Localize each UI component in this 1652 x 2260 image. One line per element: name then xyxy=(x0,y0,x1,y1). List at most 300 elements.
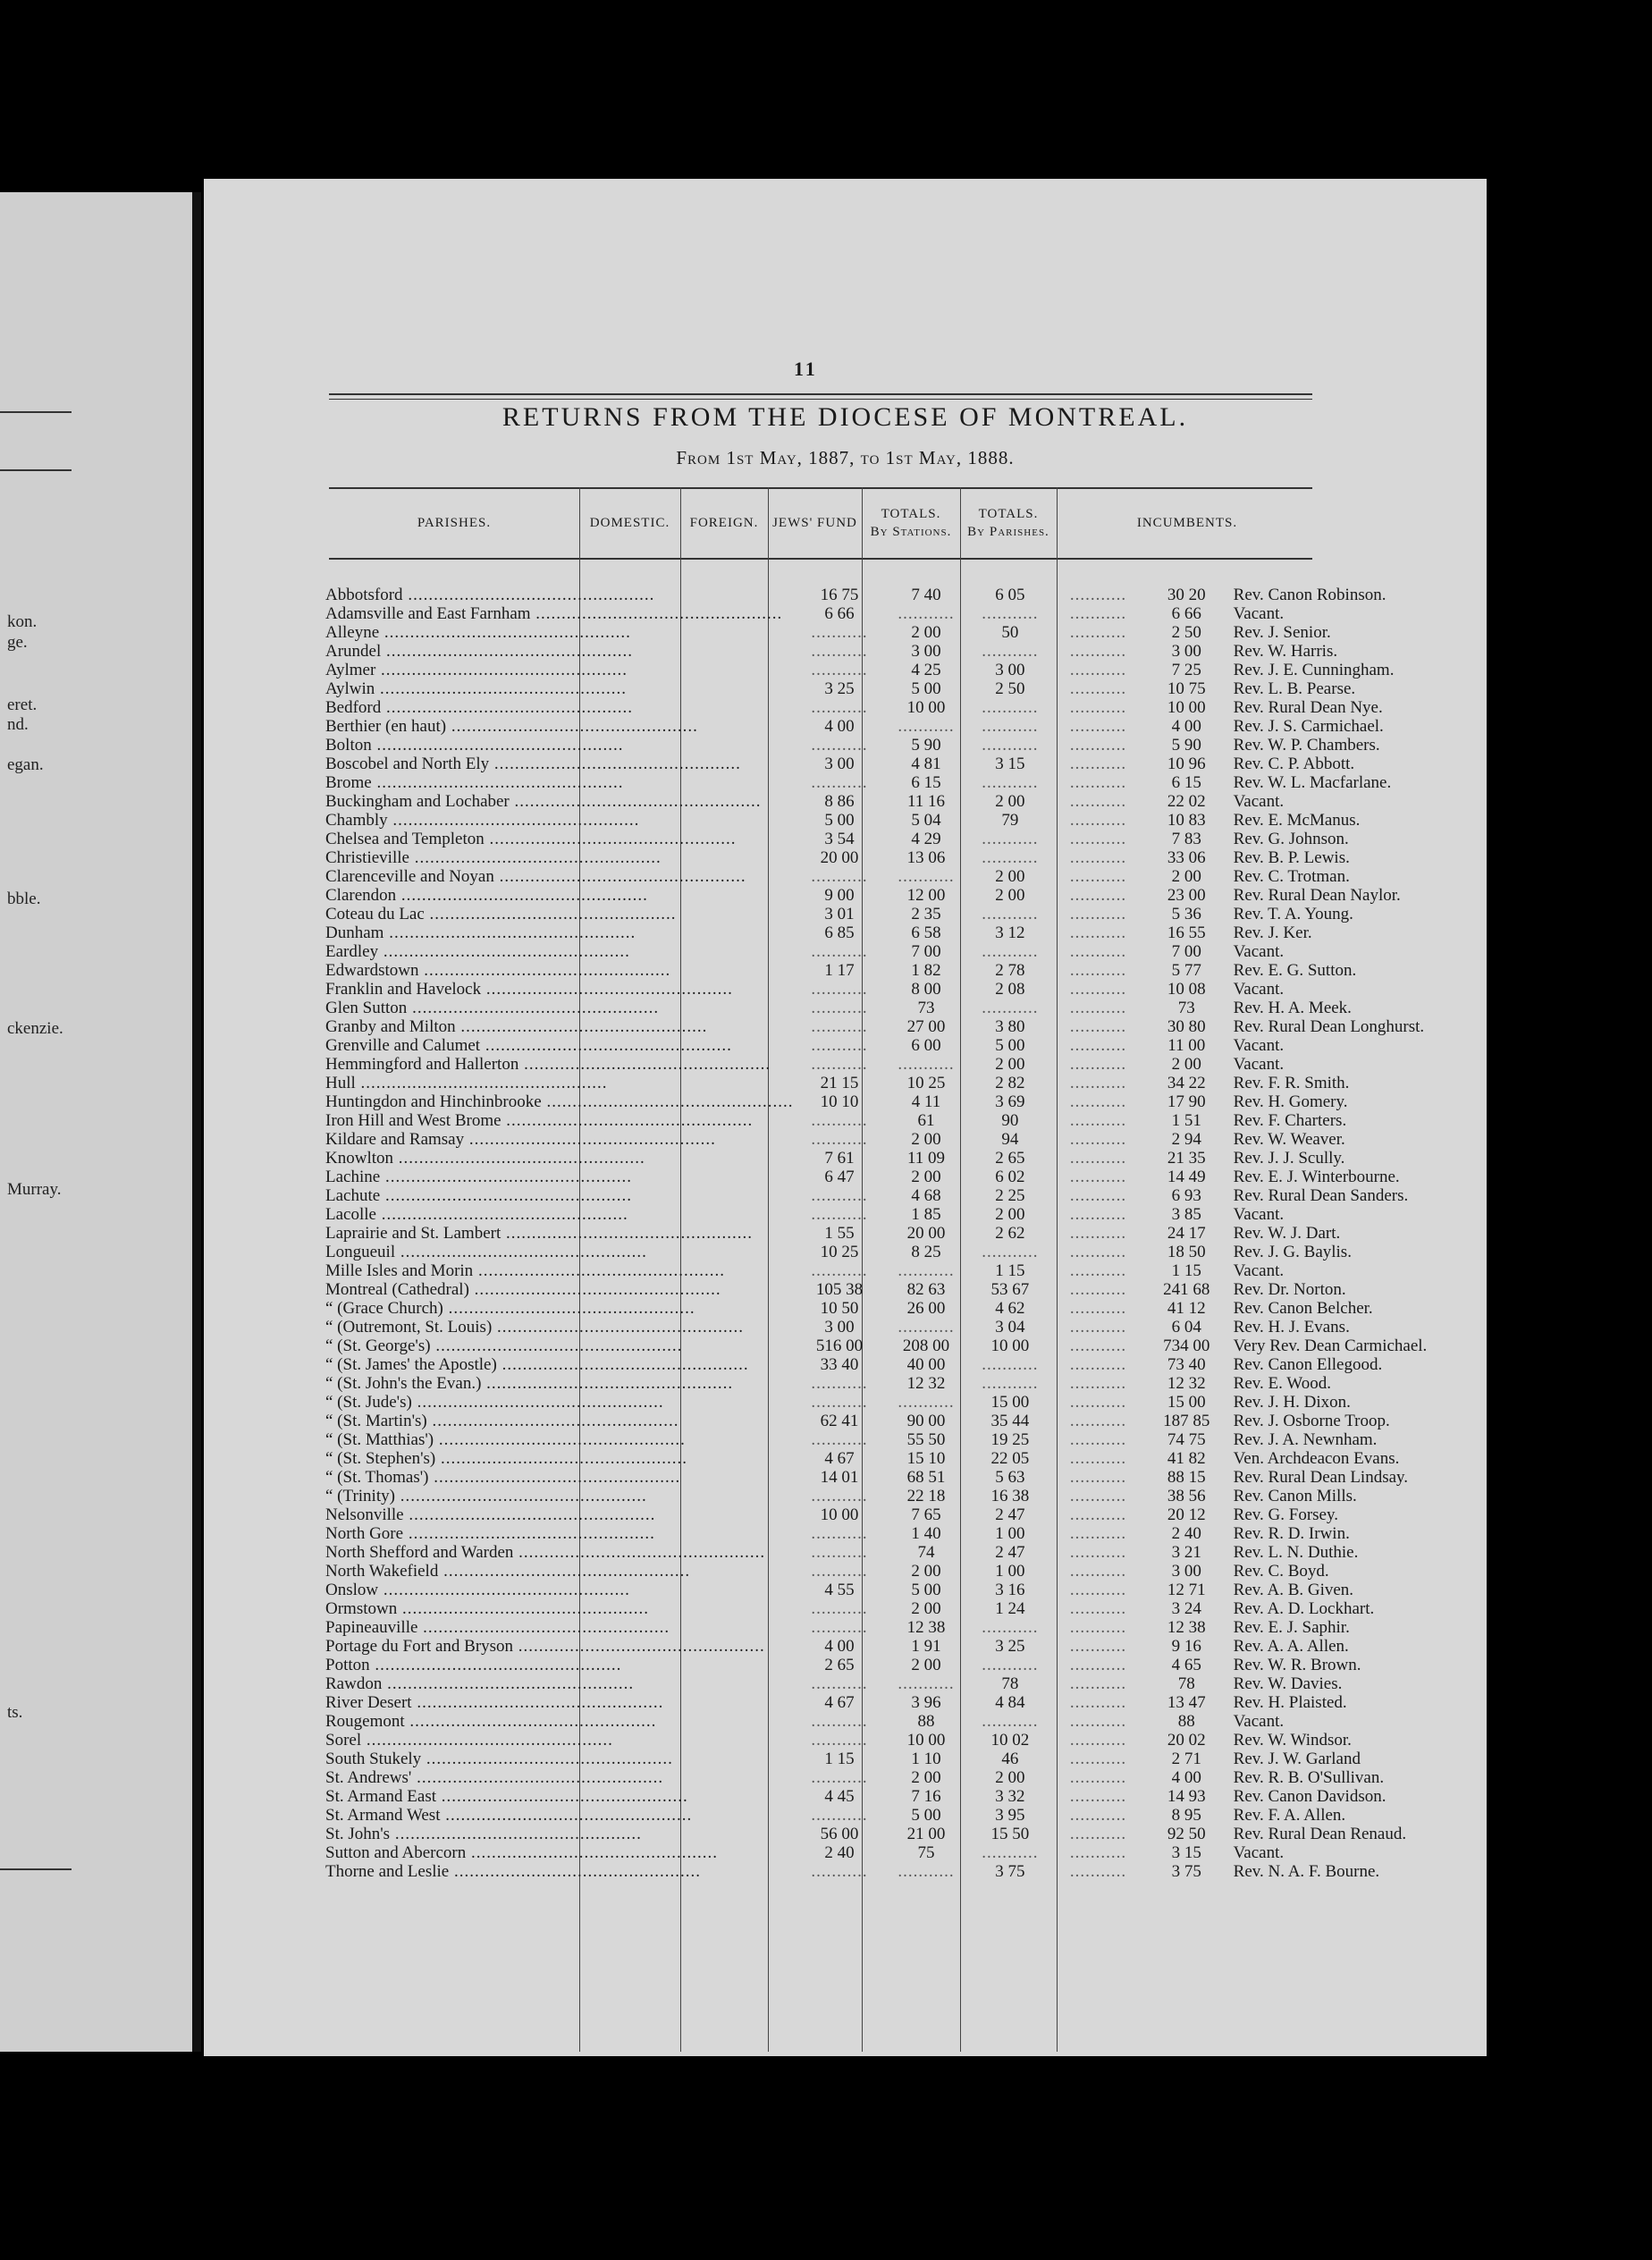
incumbent-cell: Vacant. xyxy=(1233,1036,1285,1055)
totals-parishes-cell: 10 96 xyxy=(1167,755,1206,773)
totals-parishes-cell: 15 00 xyxy=(1167,1393,1206,1412)
jews-fund-cell xyxy=(967,1656,1054,1674)
totals-parishes-cell: 2 40 xyxy=(1171,1524,1201,1543)
totals-parishes-cell: 4 00 xyxy=(1171,1768,1201,1787)
jews-fund-cell: 3 32 xyxy=(995,1787,1025,1806)
domestic-cell xyxy=(793,773,885,792)
foreign-cell: 8 00 xyxy=(911,980,941,999)
top-rule-thin xyxy=(329,399,1312,400)
totals-parishes-cell: 7 83 xyxy=(1171,830,1201,848)
incumbent-cell: Rev. J. W. Garland xyxy=(1233,1750,1361,1768)
jews-fund-cell: 4 84 xyxy=(995,1693,1025,1712)
jews-fund-cell xyxy=(967,848,1054,867)
jews-fund-cell: 3 95 xyxy=(995,1806,1025,1825)
domestic-cell: 3 00 xyxy=(824,755,855,773)
totals-parishes-cell: 2 00 xyxy=(1171,1055,1201,1074)
table-row xyxy=(325,1355,1487,1374)
domestic-cell: 2 40 xyxy=(824,1843,855,1862)
incumbent-cell: Rev. W. Davies. xyxy=(1233,1674,1343,1693)
totals-stations-cell xyxy=(1053,1750,1143,1768)
totals-stations-cell xyxy=(1053,1149,1143,1168)
foreign-cell: 6 00 xyxy=(911,1036,941,1055)
domestic-cell xyxy=(793,1806,885,1825)
top-rule xyxy=(329,393,1312,395)
table-row xyxy=(325,1261,1487,1280)
totals-parishes-cell: 30 80 xyxy=(1167,1017,1206,1036)
foreign-cell xyxy=(885,604,966,623)
parish-cell: Christieville ..... xyxy=(325,848,793,867)
totals-parishes-cell: 10 75 xyxy=(1167,679,1206,698)
jews-fund-cell: 2 78 xyxy=(995,961,1025,980)
foreign-cell: 4 81 xyxy=(911,755,941,773)
incumbent-cell: Rev. Rural Dean Longhurst. xyxy=(1233,1017,1425,1036)
domestic-cell xyxy=(793,999,885,1017)
jews-fund-cell: 2 00 xyxy=(995,867,1025,886)
foreign-cell: 3 96 xyxy=(911,1693,941,1712)
incumbent-cell: Rev. E. Wood. xyxy=(1233,1374,1331,1393)
domestic-cell xyxy=(793,1205,885,1224)
totals-parishes-cell: 73 xyxy=(1177,999,1195,1017)
domestic-cell: 6 85 xyxy=(824,923,855,942)
totals-stations-cell xyxy=(1053,1693,1143,1712)
table-row xyxy=(325,811,1487,830)
domestic-cell: 4 67 xyxy=(824,1693,855,1712)
parish-cell: Potton ..... xyxy=(325,1656,793,1674)
domestic-cell: 3 00 xyxy=(824,1318,855,1337)
parish-cell: Abbotsford ..... xyxy=(325,586,793,604)
table-row xyxy=(325,773,1487,792)
domestic-cell: 7 61 xyxy=(824,1149,855,1168)
domestic-cell xyxy=(793,1731,885,1750)
parish-cell: Berthier (en haut) ..... xyxy=(325,717,793,736)
incumbent-cell: Rev. W. R. Brown. xyxy=(1233,1656,1361,1674)
domestic-cell: 1 17 xyxy=(824,961,855,980)
domestic-cell: 4 67 xyxy=(824,1449,855,1468)
totals-stations-cell xyxy=(1053,717,1143,736)
jews-fund-cell: 2 82 xyxy=(995,1074,1025,1092)
foreign-cell: 82 63 xyxy=(906,1280,946,1299)
totals-parishes-cell: 6 15 xyxy=(1171,773,1201,792)
foreign-cell: 5 04 xyxy=(911,811,941,830)
totals-stations-cell xyxy=(1053,698,1143,717)
domestic-cell: 8 86 xyxy=(824,792,855,811)
domestic-cell xyxy=(793,1674,885,1693)
incumbent-cell: Rev. G. Johnson. xyxy=(1233,830,1349,848)
parish-cell: Onslow ..... xyxy=(325,1581,793,1599)
parish-cell: Edwardstown ..... xyxy=(325,961,793,980)
foreign-cell: 208 00 xyxy=(902,1337,950,1355)
totals-parishes-cell: 10 00 xyxy=(1167,698,1206,717)
jews-fund-cell xyxy=(967,1374,1054,1393)
totals-stations-cell xyxy=(1053,1787,1143,1806)
incumbent-cell: Rev. E. G. Sutton. xyxy=(1233,961,1357,980)
incumbent-cell: Rev. F. Charters. xyxy=(1233,1111,1347,1130)
incumbent-cell: Ven. Archdeacon Evans. xyxy=(1233,1449,1400,1468)
table-row xyxy=(325,1412,1487,1430)
totals-stations-cell xyxy=(1053,1674,1143,1693)
jews-fund-cell: 2 62 xyxy=(995,1224,1025,1243)
header-totals-stations xyxy=(862,505,960,541)
parish-cell: “ (St. Stephen's) ..... xyxy=(325,1449,793,1468)
parish-cell: North Wakefield ..... xyxy=(325,1562,793,1581)
domestic-cell: 16 75 xyxy=(820,586,859,604)
foreign-cell: 1 40 xyxy=(911,1524,941,1543)
totals-stations-cell xyxy=(1053,792,1143,811)
totals-parishes-cell: 6 93 xyxy=(1171,1186,1201,1205)
table-row xyxy=(325,999,1487,1017)
header-parishes: PARISHES. xyxy=(417,516,492,530)
totals-parishes-cell: 6 66 xyxy=(1171,604,1201,623)
domestic-cell: 21 15 xyxy=(820,1074,859,1092)
foreign-cell: 26 00 xyxy=(906,1299,946,1318)
totals-stations-cell xyxy=(1053,942,1143,961)
totals-stations-cell xyxy=(1053,886,1143,905)
foreign-cell xyxy=(885,717,966,736)
foreign-cell: 55 50 xyxy=(906,1430,946,1449)
foreign-cell xyxy=(885,1674,966,1693)
parish-cell: Bedford ..... xyxy=(325,698,793,717)
totals-parishes-cell: 12 32 xyxy=(1167,1374,1206,1393)
parish-cell: Clarendon ..... xyxy=(325,886,793,905)
incumbent-cell: Rev. Rural Dean Renaud. xyxy=(1233,1825,1407,1843)
jews-fund-cell: 2 47 xyxy=(995,1543,1025,1562)
totals-parishes-cell: 10 83 xyxy=(1167,811,1206,830)
totals-parishes-cell: 12 38 xyxy=(1167,1618,1206,1637)
parish-cell: Buckingham and Lochaber ..... xyxy=(325,792,793,811)
jews-fund-cell xyxy=(967,1243,1054,1261)
parish-cell: Boscobel and North Ely ..... xyxy=(325,755,793,773)
incumbent-cell: Rev. Dr. Norton. xyxy=(1233,1280,1346,1299)
totals-stations-cell xyxy=(1053,1825,1143,1843)
totals-stations-cell xyxy=(1053,1524,1143,1543)
totals-parishes-cell: 734 00 xyxy=(1163,1337,1210,1355)
table-row xyxy=(325,1656,1487,1674)
incumbent-cell: Rev. A. B. Given. xyxy=(1233,1581,1354,1599)
table-row xyxy=(325,1599,1487,1618)
jews-fund-cell: 3 00 xyxy=(995,661,1025,679)
table-row xyxy=(325,1280,1487,1299)
table-row xyxy=(325,1224,1487,1243)
totals-stations-cell xyxy=(1053,1337,1143,1355)
jews-fund-cell: 78 xyxy=(1001,1674,1019,1693)
domestic-cell: 33 40 xyxy=(820,1355,859,1374)
totals-parishes-cell: 92 50 xyxy=(1167,1825,1206,1843)
foreign-cell: 5 90 xyxy=(911,736,941,755)
table-row xyxy=(325,867,1487,886)
incumbent-cell: Rev. Canon Robinson. xyxy=(1233,586,1386,604)
table-row xyxy=(325,755,1487,773)
incumbent-cell: Rev. L. B. Pearse. xyxy=(1233,679,1356,698)
foreign-cell: 7 16 xyxy=(911,1787,941,1806)
totals-stations-cell xyxy=(1053,1243,1143,1261)
foreign-cell: 4 25 xyxy=(911,661,941,679)
totals-parishes-cell: 187 85 xyxy=(1163,1412,1210,1430)
jews-fund-cell: 5 63 xyxy=(995,1468,1025,1487)
parish-cell: Knowlton ..... xyxy=(325,1149,793,1168)
foreign-cell: 27 00 xyxy=(906,1017,946,1036)
totals-parishes-cell: 41 82 xyxy=(1167,1449,1206,1468)
totals-parishes-cell: 38 56 xyxy=(1167,1487,1206,1505)
parish-cell: Arundel ..... xyxy=(325,642,793,661)
totals-parishes-cell: 22 02 xyxy=(1167,792,1206,811)
incumbent-cell: Rev. J. G. Baylis. xyxy=(1233,1243,1352,1261)
jews-fund-cell: 2 65 xyxy=(995,1149,1025,1168)
foreign-cell: 90 00 xyxy=(906,1412,946,1430)
totals-stations-cell xyxy=(1053,1862,1143,1881)
parish-cell: North Shefford and Warden ..... xyxy=(325,1543,793,1562)
domestic-cell: 2 65 xyxy=(824,1656,855,1674)
domestic-cell: 14 01 xyxy=(820,1468,859,1487)
table-row xyxy=(325,1318,1487,1337)
parish-cell: North Gore ..... xyxy=(325,1524,793,1543)
totals-stations-cell xyxy=(1053,1543,1143,1562)
parish-cell: “ (St. George's) ..... xyxy=(325,1337,793,1355)
fragment-text: egan. xyxy=(7,755,44,774)
fragment-text: Murray. xyxy=(7,1180,62,1199)
table-row xyxy=(325,661,1487,679)
jews-fund-cell: 6 02 xyxy=(995,1168,1025,1186)
parish-cell: Hemmingford and Hallerton ..... xyxy=(325,1055,793,1074)
incumbent-cell: Rev. W. Harris. xyxy=(1233,642,1338,661)
fragment-text: eret. xyxy=(7,696,38,714)
domestic-cell: 3 54 xyxy=(824,830,855,848)
totals-parishes-cell: 74 75 xyxy=(1167,1430,1206,1449)
incumbent-cell: Rev. J. Ker. xyxy=(1233,923,1312,942)
table-row xyxy=(325,1787,1487,1806)
domestic-cell xyxy=(793,1430,885,1449)
domestic-cell: 1 55 xyxy=(824,1224,855,1243)
table-row xyxy=(325,1430,1487,1449)
jews-fund-cell xyxy=(967,999,1054,1017)
table-row xyxy=(325,848,1487,867)
totals-stations-cell xyxy=(1053,736,1143,755)
foreign-cell xyxy=(885,867,966,886)
domestic-cell xyxy=(793,1543,885,1562)
domestic-cell: 5 00 xyxy=(824,811,855,830)
jews-fund-cell: 3 69 xyxy=(995,1092,1025,1111)
parish-cell: Clarenceville and Noyan ..... xyxy=(325,867,793,886)
incumbent-cell: Vacant. xyxy=(1233,1055,1285,1074)
foreign-cell: 75 xyxy=(917,1843,935,1862)
domestic-cell xyxy=(793,1036,885,1055)
incumbent-cell: Rev. W. Weaver. xyxy=(1233,1130,1345,1149)
table-row xyxy=(325,980,1487,999)
jews-fund-cell: 2 00 xyxy=(995,886,1025,905)
totals-parishes-cell: 7 25 xyxy=(1171,661,1201,679)
totals-parishes-cell: 4 65 xyxy=(1171,1656,1201,1674)
jews-fund-cell: 79 xyxy=(1001,811,1019,830)
parish-cell: Montreal (Cathedral) ..... xyxy=(325,1280,793,1299)
incumbent-cell: Rev. W. P. Chambers. xyxy=(1233,736,1380,755)
parish-cell: Chelsea and Templeton ..... xyxy=(325,830,793,848)
parish-cell: Grenville and Calumet ..... xyxy=(325,1036,793,1055)
table-row xyxy=(325,604,1487,623)
parish-cell: “ (St. Martin's) ..... xyxy=(325,1412,793,1430)
domestic-cell: 1 15 xyxy=(824,1750,855,1768)
domestic-cell: 105 38 xyxy=(815,1280,864,1299)
totals-parishes-cell: 24 17 xyxy=(1167,1224,1206,1243)
foreign-cell: 20 00 xyxy=(906,1224,946,1243)
table-row xyxy=(325,1149,1487,1168)
incumbent-cell: Rev. Rural Dean Nye. xyxy=(1233,698,1383,717)
totals-parishes-cell: 3 15 xyxy=(1171,1843,1201,1862)
table-row xyxy=(325,1130,1487,1149)
foreign-cell: 73 xyxy=(917,999,935,1017)
totals-parishes-cell: 88 xyxy=(1177,1712,1195,1731)
table-row xyxy=(325,1825,1487,1843)
incumbent-cell: Rev. Canon Belcher. xyxy=(1233,1299,1373,1318)
foreign-cell: 88 xyxy=(917,1712,935,1731)
totals-stations-cell xyxy=(1053,1224,1143,1243)
adjacent-page xyxy=(0,192,192,2052)
foreign-cell: 61 xyxy=(917,1111,935,1130)
foreign-cell: 1 91 xyxy=(911,1637,941,1656)
jews-fund-cell: 2 00 xyxy=(995,1205,1025,1224)
table-row xyxy=(325,1862,1487,1881)
book-gutter xyxy=(192,192,201,2052)
totals-stations-cell xyxy=(1053,1036,1143,1055)
totals-stations-cell xyxy=(1053,1186,1143,1205)
fragment-text: kon. xyxy=(7,612,38,631)
header-rule-top xyxy=(329,487,1312,489)
parish-cell: Laprairie and St. Lambert ..... xyxy=(325,1224,793,1243)
totals-stations-cell xyxy=(1053,661,1143,679)
foreign-cell xyxy=(885,1055,966,1074)
domestic-cell xyxy=(793,623,885,642)
parish-cell: “ (St. Matthias') ..... xyxy=(325,1430,793,1449)
parish-cell: Coteau du Lac ..... xyxy=(325,905,793,923)
parish-cell: Franklin and Havelock ..... xyxy=(325,980,793,999)
totals-stations-cell xyxy=(1053,867,1143,886)
totals-parishes-cell: 4 00 xyxy=(1171,717,1201,736)
domestic-cell: 4 55 xyxy=(824,1581,855,1599)
totals-stations-cell xyxy=(1053,1205,1143,1224)
domestic-cell: 10 50 xyxy=(820,1299,859,1318)
jews-fund-cell: 3 25 xyxy=(995,1637,1025,1656)
totals-parishes-cell: 5 90 xyxy=(1171,736,1201,755)
jews-fund-cell xyxy=(967,830,1054,848)
domestic-cell xyxy=(793,867,885,886)
table-row xyxy=(325,1505,1487,1524)
jews-fund-cell xyxy=(967,1618,1054,1637)
parish-cell: Granby and Milton ..... xyxy=(325,1017,793,1036)
totals-stations-cell xyxy=(1053,811,1143,830)
jews-fund-cell: 1 00 xyxy=(995,1524,1025,1543)
totals-parishes-cell: 3 75 xyxy=(1171,1862,1201,1881)
totals-stations-cell xyxy=(1053,1261,1143,1280)
totals-stations-cell xyxy=(1053,1505,1143,1524)
totals-parishes-cell: 3 00 xyxy=(1171,1562,1201,1581)
incumbent-cell: Rev. A. D. Lockhart. xyxy=(1233,1599,1375,1618)
jews-fund-cell: 3 15 xyxy=(995,755,1025,773)
domestic-cell xyxy=(793,1524,885,1543)
table-row xyxy=(325,1712,1487,1731)
totals-stations-cell xyxy=(1053,830,1143,848)
totals-stations-cell xyxy=(1053,848,1143,867)
parish-cell: “ (Trinity) ..... xyxy=(325,1487,793,1505)
totals-stations-cell xyxy=(1053,1487,1143,1505)
fragment-text: ts. xyxy=(7,1703,23,1722)
totals-stations-cell xyxy=(1053,604,1143,623)
table-row xyxy=(325,1487,1487,1505)
foreign-cell: 7 40 xyxy=(911,586,941,604)
totals-parishes-cell: 241 68 xyxy=(1163,1280,1210,1299)
foreign-cell: 7 65 xyxy=(911,1505,941,1524)
totals-stations-cell xyxy=(1053,1374,1143,1393)
totals-parishes-cell: 9 16 xyxy=(1171,1637,1201,1656)
incumbent-cell: Rev. J. E. Cunningham. xyxy=(1233,661,1395,679)
foreign-cell: 2 00 xyxy=(911,1130,941,1149)
totals-stations-cell xyxy=(1053,1318,1143,1337)
jews-fund-cell xyxy=(967,773,1054,792)
domestic-cell xyxy=(793,1487,885,1505)
totals-stations-cell xyxy=(1053,1430,1143,1449)
totals-stations-cell xyxy=(1053,1393,1143,1412)
jews-fund-cell xyxy=(967,698,1054,717)
parish-cell: Iron Hill and West Brome ..... xyxy=(325,1111,793,1130)
totals-stations-cell xyxy=(1053,1599,1143,1618)
domestic-cell xyxy=(793,1599,885,1618)
totals-parishes-cell: 5 77 xyxy=(1171,961,1201,980)
table-row xyxy=(325,1243,1487,1261)
parish-cell: St. Andrews' ..... xyxy=(325,1768,793,1787)
totals-parishes-cell: 2 94 xyxy=(1171,1130,1201,1149)
incumbent-cell: Rev. E. McManus. xyxy=(1233,811,1361,830)
domestic-cell: 62 41 xyxy=(820,1412,859,1430)
table-row xyxy=(325,1092,1487,1111)
incumbent-cell: Vacant. xyxy=(1233,1205,1285,1224)
header-foreign: FOREIGN. xyxy=(689,516,759,530)
totals-stations-cell xyxy=(1053,755,1143,773)
incumbent-cell: Rev. C. Trotman. xyxy=(1233,867,1350,886)
jews-fund-cell: 2 47 xyxy=(995,1505,1025,1524)
incumbent-cell: Rev. J. S. Carmichael. xyxy=(1233,717,1384,736)
jews-fund-cell: 2 00 xyxy=(995,1768,1025,1787)
foreign-cell: 11 16 xyxy=(906,792,946,811)
table-row xyxy=(325,679,1487,698)
jews-fund-cell: 6 05 xyxy=(995,586,1025,604)
jews-fund-cell xyxy=(967,604,1054,623)
foreign-cell: 1 85 xyxy=(911,1205,941,1224)
domestic-cell: 10 25 xyxy=(820,1243,859,1261)
domestic-cell: 516 00 xyxy=(815,1337,864,1355)
jews-fund-cell: 15 50 xyxy=(990,1825,1030,1843)
parish-cell: Bolton ..... xyxy=(325,736,793,755)
foreign-cell: 7 00 xyxy=(911,942,941,961)
domestic-cell xyxy=(793,980,885,999)
parish-cell: St. Armand East ..... xyxy=(325,1787,793,1806)
totals-parishes-cell: 11 00 xyxy=(1167,1036,1206,1055)
incumbent-cell: Vacant. xyxy=(1233,604,1285,623)
jews-fund-cell xyxy=(967,942,1054,961)
parish-cell: Chambly ..... xyxy=(325,811,793,830)
table-row xyxy=(325,1731,1487,1750)
parish-cell: Hull ..... xyxy=(325,1074,793,1092)
table-row xyxy=(325,586,1487,604)
incumbent-cell: Rev. G. Forsey. xyxy=(1233,1505,1338,1524)
domestic-cell: 4 00 xyxy=(824,717,855,736)
domestic-cell xyxy=(793,1261,885,1280)
totals-stations-cell xyxy=(1053,1562,1143,1581)
jews-fund-cell: 35 44 xyxy=(990,1412,1030,1430)
domestic-cell: 4 45 xyxy=(824,1787,855,1806)
jews-fund-cell: 22 05 xyxy=(990,1449,1030,1468)
foreign-cell: 8 25 xyxy=(911,1243,941,1261)
domestic-cell xyxy=(793,1768,885,1787)
parish-cell: Nelsonville ..... xyxy=(325,1505,793,1524)
totals-stations-cell xyxy=(1053,1168,1143,1186)
parish-cell: Ormstown ..... xyxy=(325,1599,793,1618)
